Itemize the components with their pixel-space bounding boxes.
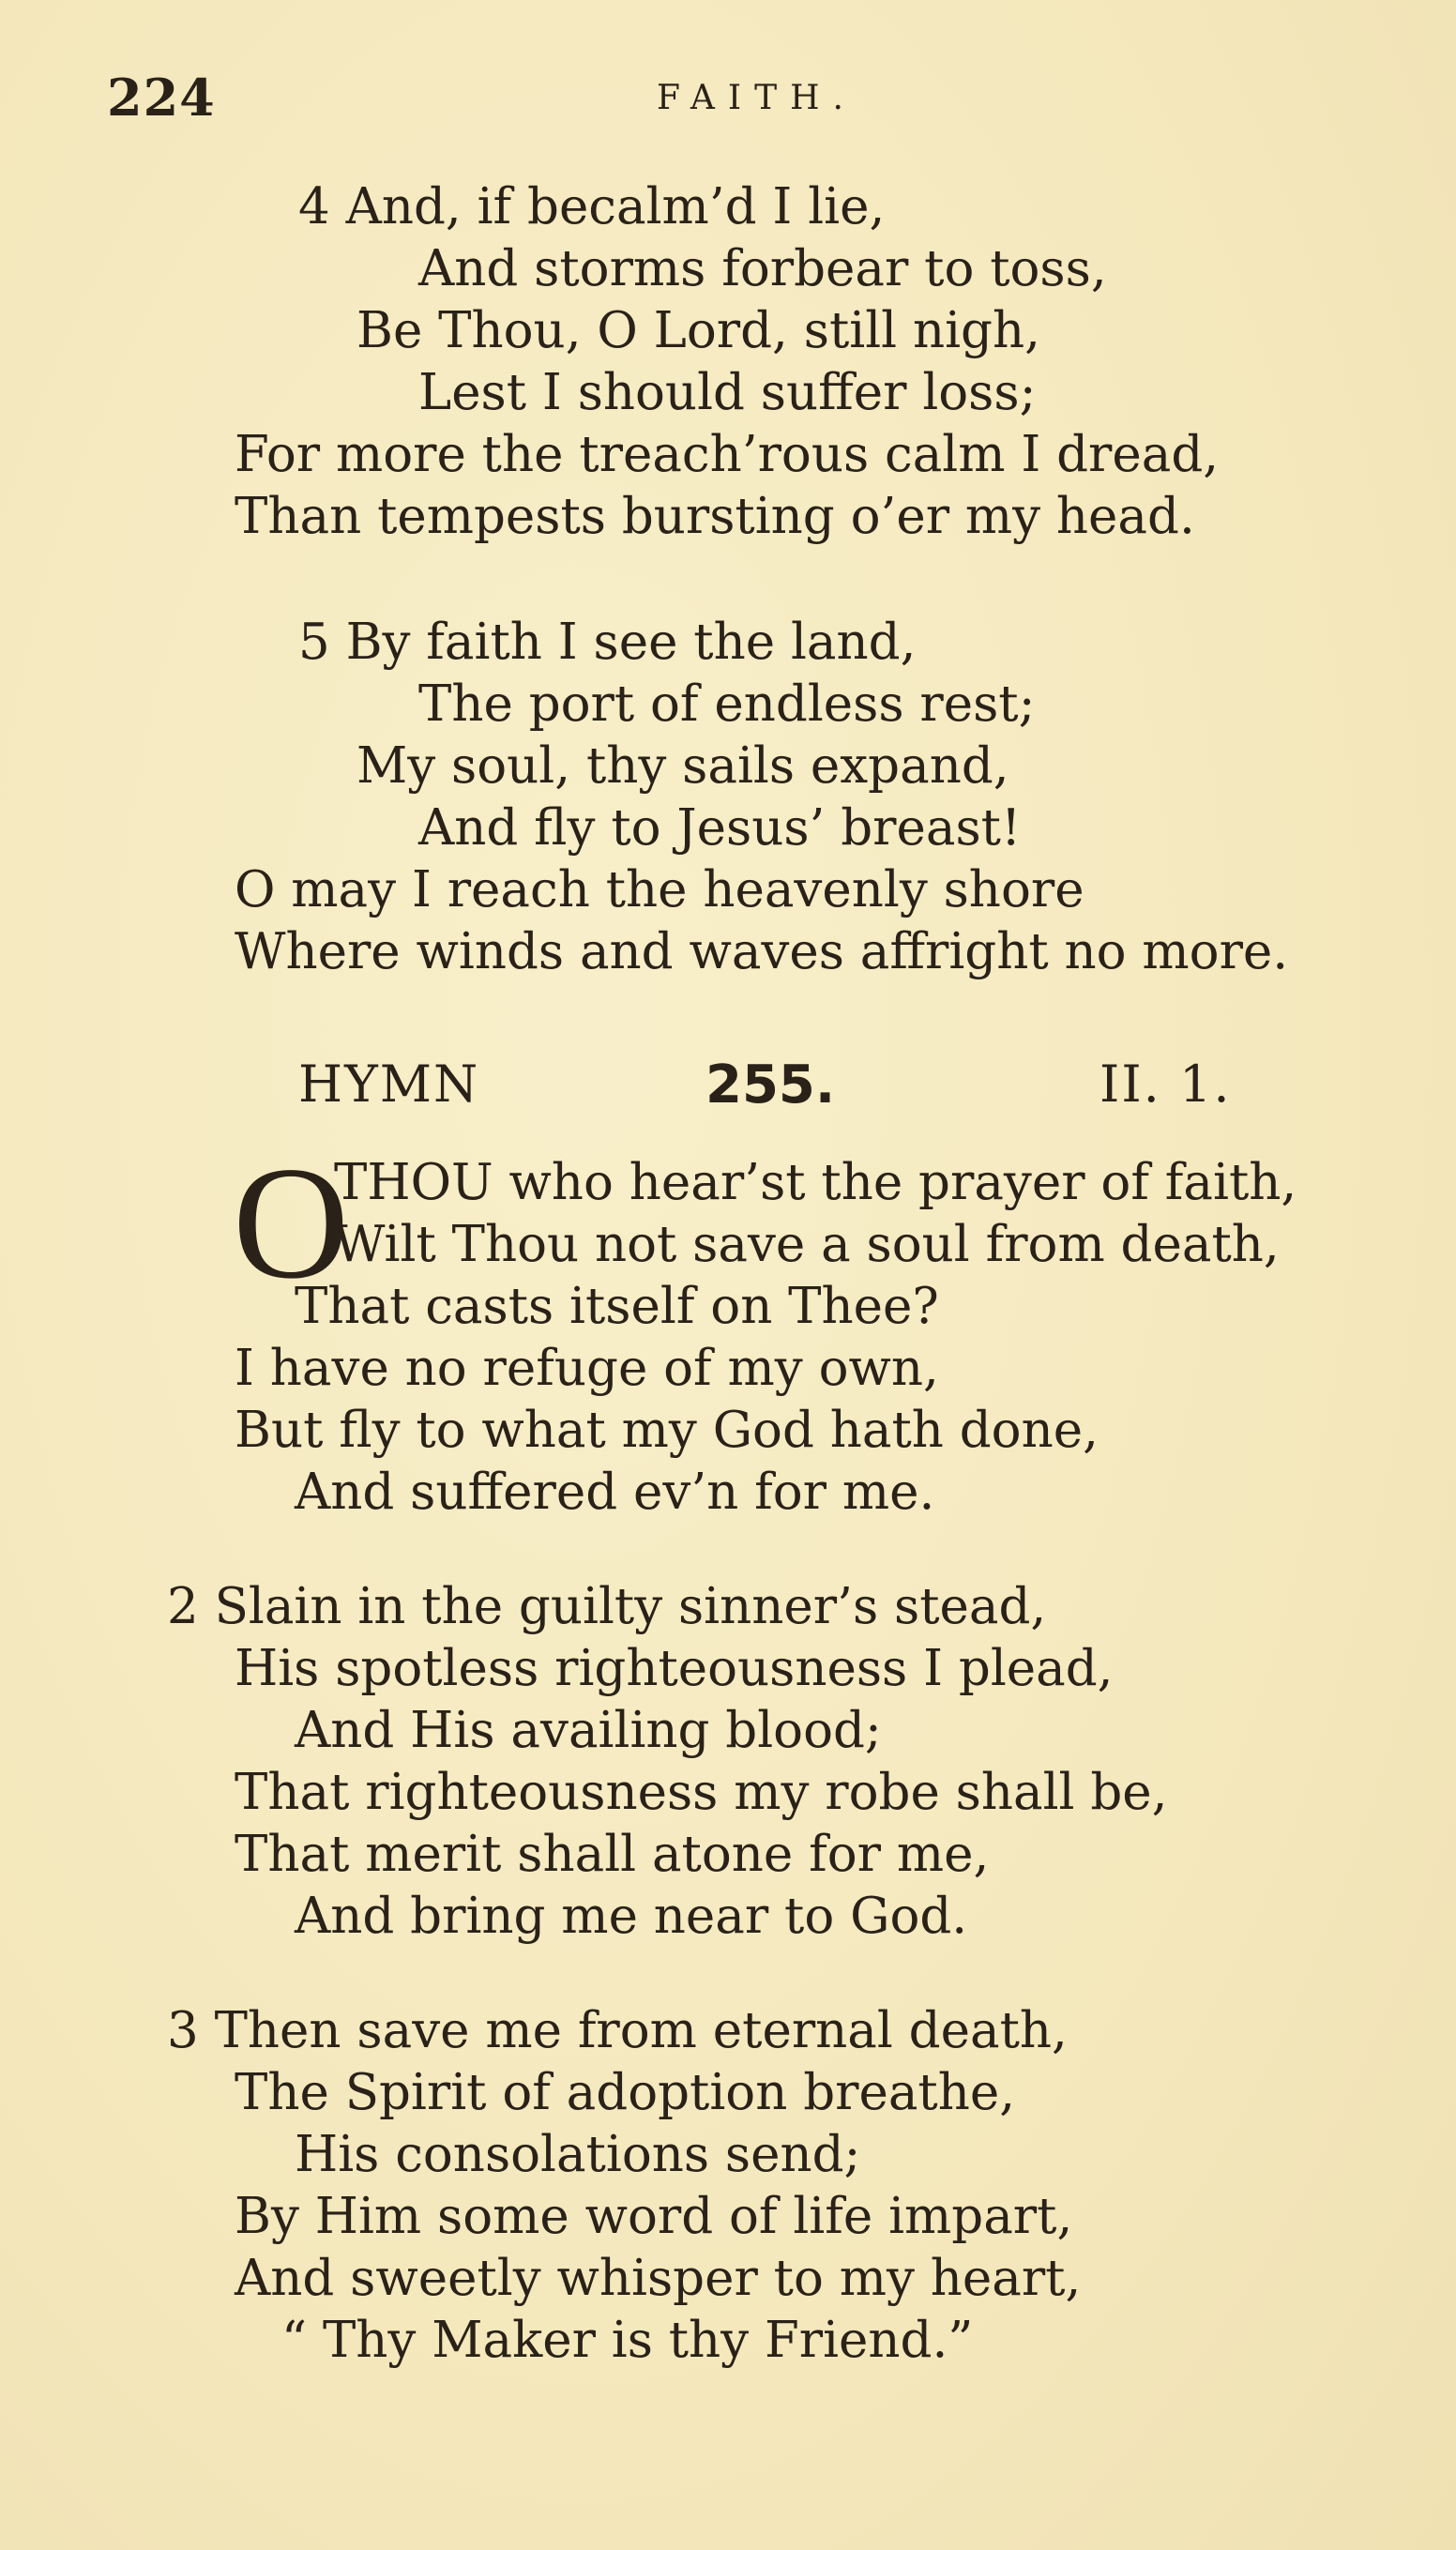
stanza-line: I have no refuge of my own, — [235, 1340, 939, 1397]
stanza-line: THOU who hear’st the prayer of faith, — [334, 1154, 1297, 1211]
stanza-line: “ Thy Maker is thy Friend.” — [281, 2312, 974, 2369]
stanza-line: My soul, thy sails expand, — [356, 737, 1009, 795]
stanza-line: Be Thou, O Lord, still nigh, — [356, 302, 1040, 359]
stanza-line: And fly to Jesus’ breast! — [418, 799, 1022, 857]
page-number: 224 — [107, 68, 216, 128]
stanza-line: That righteousness my robe shall be, — [235, 1764, 1168, 1821]
stanza-line: 3 Then save me from eternal death, — [167, 2002, 1068, 2059]
running-title: FAITH. — [657, 79, 857, 117]
stanza-line: That merit shall atone for me, — [235, 1826, 990, 1883]
stanza-line: And sweetly whisper to my heart, — [235, 2250, 1082, 2307]
stanza-line: And His availing blood; — [295, 1702, 882, 1759]
stanza-line: Lest I should suffer loss; — [418, 364, 1037, 421]
stanza-line: But fly to what my God hath done, — [235, 1402, 1099, 1459]
stanza-line: And bring me near to God. — [295, 1888, 968, 1945]
stanza-line: O may I reach the heavenly shore — [235, 861, 1084, 918]
stanza-line: Where winds and waves affright no more. — [235, 923, 1289, 980]
stanza-line: The port of endless rest; — [418, 675, 1036, 733]
hymn-meter: II. 1. — [1100, 1055, 1232, 1114]
hymn-label: HYMN — [298, 1055, 480, 1114]
stanza-line: Than tempests bursting o’er my head. — [235, 488, 1195, 545]
stanza-line: His consolations send; — [295, 2126, 861, 2183]
stanza-line: 2 Slain in the guilty sinner’s stead, — [167, 1578, 1047, 1635]
hymn-number: 255. — [705, 1055, 836, 1116]
stanza-line: 4 And, if becalm’d I lie, — [298, 178, 886, 235]
drop-cap: O — [233, 1134, 350, 1313]
stanza-line: For more the treach’rous calm I dread, — [235, 426, 1220, 483]
stanza-line: The Spirit of adoption breathe, — [235, 2064, 1016, 2121]
stanza-line: That casts itself on Thee? — [295, 1278, 939, 1335]
stanza-line: By Him some word of life impart, — [235, 2188, 1073, 2245]
stanza-line: His spotless righteousness I plead, — [235, 1640, 1114, 1697]
stanza-line: Wilt Thou not save a soul from death, — [334, 1216, 1280, 1273]
stanza-line: And suffered ev’n for me. — [295, 1464, 935, 1521]
stanza-line: 5 By faith I see the land, — [298, 614, 917, 671]
stanza-line: And storms forbear to toss, — [418, 240, 1107, 297]
